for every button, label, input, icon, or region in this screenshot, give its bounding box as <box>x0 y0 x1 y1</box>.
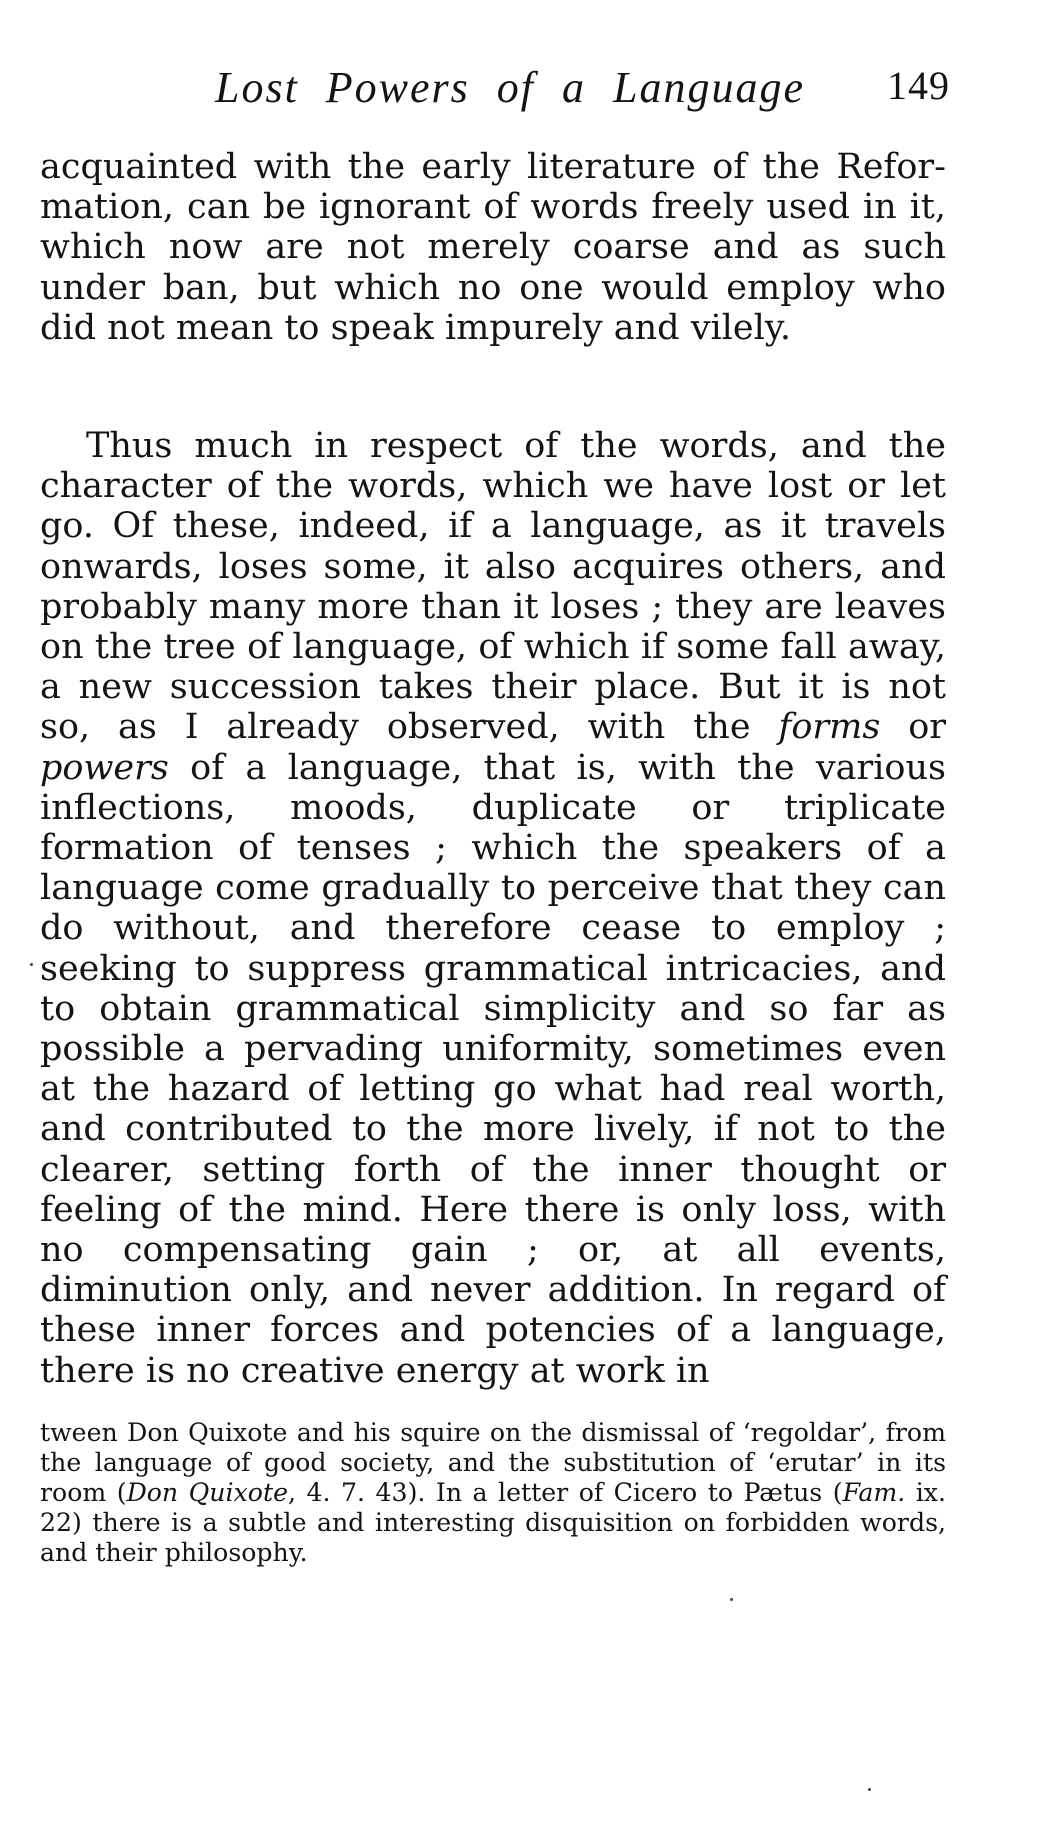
paper-speck <box>30 963 33 966</box>
running-head <box>40 62 950 122</box>
page-number: 149 <box>887 63 950 108</box>
paragraph-continued <box>40 147 946 348</box>
paragraph-main <box>40 426 946 1391</box>
footnote-text-a: tween Don Quixote and his squire on the dismissal of ‘regoldar’, from the language of good society, and the substitution of ‘erutar’ in its room ( <box>40 1418 946 1507</box>
footnote <box>40 1418 946 1568</box>
paper-speck <box>730 1598 733 1601</box>
footnote-text-c: ix. 22) there is a subtle and interesting disquisition on forbidden words, and their philosophy. <box>40 1478 947 1567</box>
running-title: Lost Powers of a Language <box>214 63 806 112</box>
paragraph-2-text-b: of a language, that is, with the various inflections, moods, duplicate or triplicate formation of tenses ; which the speakers of a language come gradually to perceive that they can do without, and therefore cease to employ ; seeking to suppress grammatical intricacies, and to obtain grammatical simplicity and so far as possible a pervading uniformity, sometimes even at the hazard of letting go what had real worth, and contributed to the more lively, if not to the clearer, setting forth of the inner thought or feeling of the mind. Here there is only loss, with no compensating gain ; or, at all events, diminution only, and never addition. In regard of these inner forces and potencies of a language, there is no creative energy at work in <box>40 747 946 1391</box>
paragraph-1-text: acquainted with the early literature of the Refor-mation, can be ignorant of words freely used in it, which now are not merely coarse and as such under ban, but which no one would employ who did not mean to speak impurely and vilely. <box>40 147 946 348</box>
paragraph-2-text-a: Thus much in respect of the words, and the character of the words, which we have lost or let go. Of these, indeed, if a language, as it travels onwards, loses some, it also acquires others, and probably many more than it loses ; they are leaves on the tree of language, of which if some fall away, a new succession takes their place. But it is not so, as I already observed, with the <box>40 426 946 748</box>
footnote-fam: Fam. <box>842 1478 906 1507</box>
italic-forms: forms <box>778 707 881 748</box>
footnote-don-quixote: Don Quixote <box>126 1478 288 1507</box>
footnote-text-b: , 4. 7. 43). In a letter of Cicero to Pætus ( <box>287 1478 843 1507</box>
paragraph-2-or: or <box>880 707 946 748</box>
paper-speck <box>868 1788 871 1791</box>
italic-powers: powers <box>40 747 169 788</box>
